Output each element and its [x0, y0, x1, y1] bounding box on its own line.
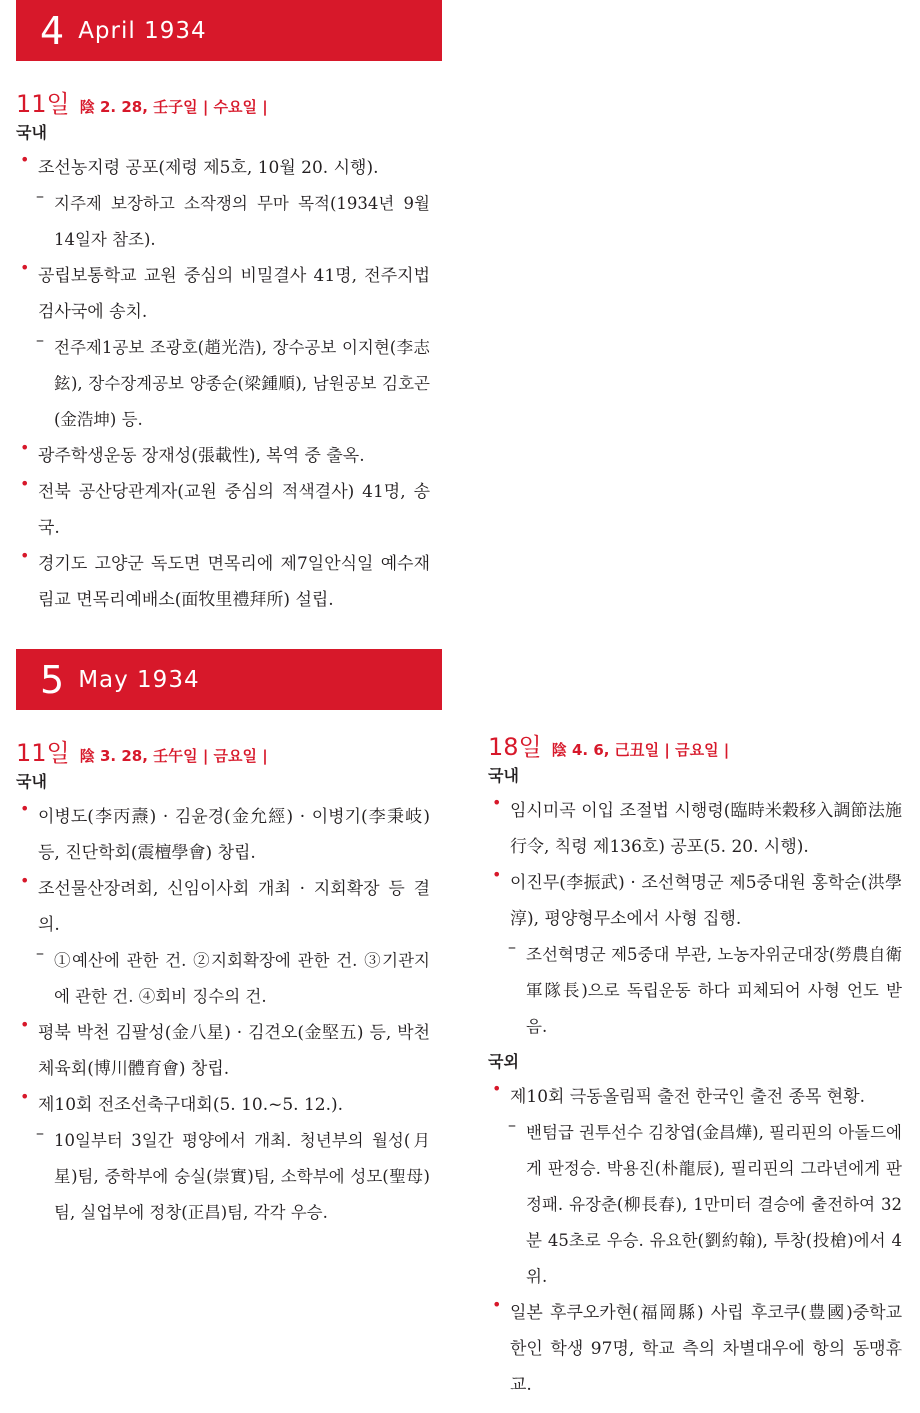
- event-item: • 경기도 고양군 독도면 면목리에 제7일안식일 예수재림교 면목리예배소(面牧里禮拜所) 설립.: [16, 546, 430, 618]
- event-item: • 광주학생운동 장재성(張載性), 복역 중 출옥.: [16, 438, 430, 474]
- event-item: • 일본 후쿠오카현(福岡縣) 사립 후코쿠(豊國)중학교 한인 학생 97명, 학교 측의 차별대우에 항의 동맹휴교.: [488, 1295, 902, 1403]
- date-line: [488, 727, 902, 759]
- date-line: [16, 84, 430, 116]
- event-detail: – 10일부터 3일간 평양에서 개최. 청년부의 월성(月星)팀, 중학부에 숭실(崇實)팀, 소학부에 성모(聖母)팀, 실업부에 정창(正昌)팀, 각각 우승.: [16, 1123, 430, 1231]
- event-item: • 조선농지령 공포(제령 제5호, 10월 20. 시행).: [16, 150, 430, 186]
- entry-day: 11일: [16, 90, 70, 118]
- event-item: • 전북 공산당관계자(교원 중심의 적색결사) 41명, 송국.: [16, 474, 430, 546]
- event-list: [488, 793, 902, 1045]
- event-list: [16, 150, 430, 618]
- section-heading-domestic: 국내: [16, 123, 47, 142]
- entry-lunar-date: 陰 4. 6, 己丑일 | 금요일 |: [551, 741, 730, 759]
- event-item: • 임시미곡 이입 조절법 시행령(臨時米穀移入調節法施行令, 칙령 제136호) 공포(5. 20. 시행).: [488, 793, 902, 865]
- event-detail: – 조선혁명군 제5중대 부관, 노농자위군대장(勞農自衛軍隊長)으로 독립운동 하다 피체되어 사형 언도 받음.: [488, 937, 902, 1045]
- event-detail: – 전주제1공보 조광호(趙光浩), 장수공보 이지현(李志鉉), 장수장계공보 양종순(梁鍾順), 남원공보 김호곤(金浩坤) 등.: [16, 330, 430, 438]
- entry-april-11: [16, 84, 430, 618]
- month-banner-may: [16, 649, 442, 710]
- section-heading-domestic: 국내: [488, 766, 519, 785]
- event-item: • 제10회 전조선축구대회(5. 10.~5. 12.).: [16, 1087, 430, 1123]
- event-item: • 이병도(李丙燾) · 김윤경(金允經) · 이병기(李秉岐) 등, 진단학회(震檀學會) 창립.: [16, 799, 430, 871]
- event-list: [16, 799, 430, 1231]
- entry-day: 18일: [488, 733, 542, 761]
- event-detail: – ①예산에 관한 건. ②지회확장에 관한 건. ③기관지에 관한 건. ④회비 징수의 건.: [16, 943, 430, 1015]
- section-heading-foreign: 국외: [488, 1052, 519, 1071]
- entry-may-11: [16, 733, 430, 1231]
- event-item: • 제10회 극동올림픽 출전 한국인 출전 종목 현황.: [488, 1079, 902, 1115]
- entry-lunar-date: 陰 2. 28, 壬子일 | 수요일 |: [79, 98, 268, 116]
- month-label: April 1934: [78, 17, 207, 44]
- event-item: • 이진무(李振武) · 조선혁명군 제5중대원 홍학순(洪學淳), 평양형무소에서 사형 집행.: [488, 865, 902, 937]
- month-number: 5: [40, 657, 65, 702]
- event-list: [488, 1079, 902, 1403]
- event-item: • 조선물산장려회, 신임이사회 개최 · 지회확장 등 결의.: [16, 871, 430, 943]
- entry-may-18: [488, 727, 902, 1403]
- entry-lunar-date: 陰 3. 28, 壬午일 | 금요일 |: [79, 747, 268, 765]
- month-banner-april: [16, 0, 442, 61]
- date-line: [16, 733, 430, 765]
- entry-day: 11일: [16, 739, 70, 767]
- event-item: • 평북 박천 김팔성(金八星) · 김견오(金堅五) 등, 박천체육회(博川體育會) 창립.: [16, 1015, 430, 1087]
- month-label: May 1934: [78, 666, 200, 693]
- event-detail: – 밴텀급 권투선수 김창엽(金昌燁), 필리핀의 아돌드에게 판정승. 박용진(朴龍辰), 필리핀의 그라년에게 판정패. 유장춘(柳長春), 1만미터 결승에 출전하여 32분 45초로 우승. 유요한(劉約翰), 투창(投槍)에서 4위.: [488, 1115, 902, 1295]
- section-heading-domestic: 국내: [16, 772, 47, 791]
- event-detail: – 지주제 보장하고 소작쟁의 무마 목적(1934년 9월 14일자 참조).: [16, 186, 430, 258]
- month-number: 4: [40, 8, 65, 53]
- event-item: • 공립보통학교 교원 중심의 비밀결사 41명, 전주지법 검사국에 송치.: [16, 258, 430, 330]
